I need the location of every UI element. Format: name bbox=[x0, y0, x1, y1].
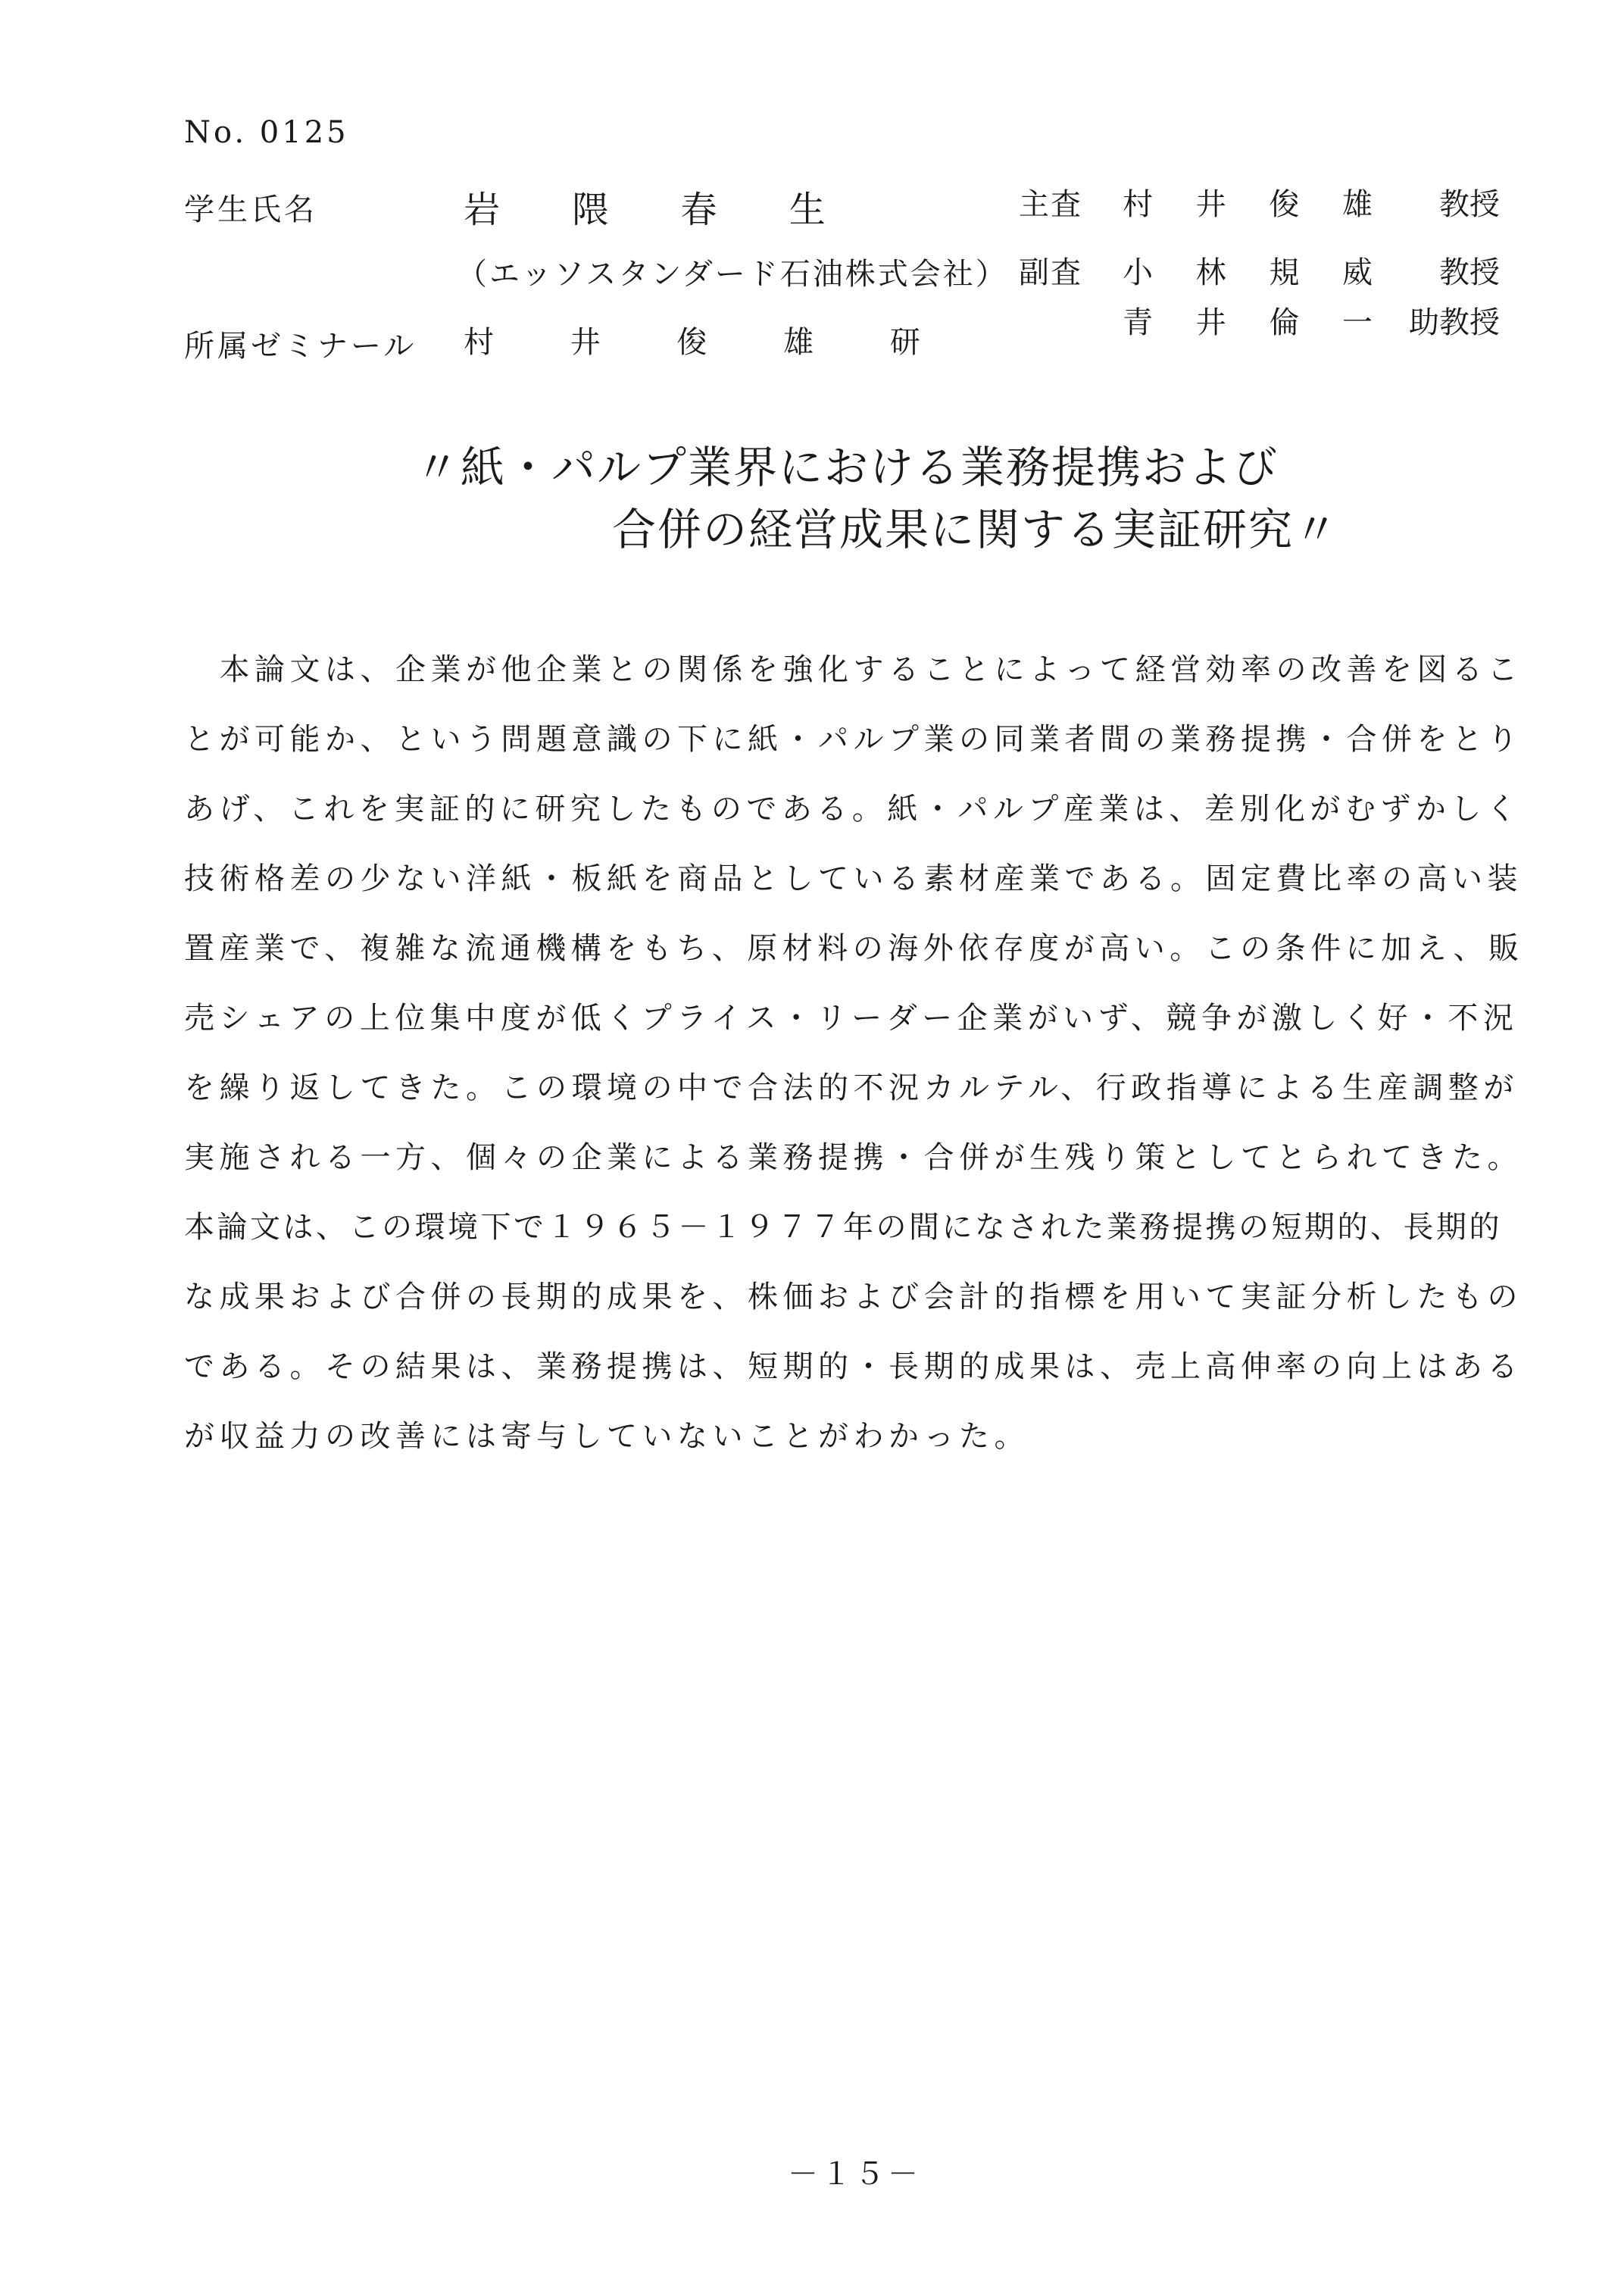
chief-examiner-role: 主査 bbox=[1019, 187, 1082, 222]
thesis-title-line-2: 合併の経営成果に関する実証研究〃 bbox=[612, 504, 1340, 555]
page-number: －１５－ bbox=[788, 2157, 921, 2192]
document-number: No. 0125 bbox=[184, 115, 349, 150]
name-char: 村 bbox=[1123, 187, 1153, 222]
abstract-line: あげ、これを実証的に研究したものである。紙・パルプ産業は、差別化がむずかしく bbox=[184, 792, 1522, 827]
name-char: 一 bbox=[1341, 305, 1373, 340]
abstract-line: 置産業で、複雑な流通機構をもち、原材料の海外依存度が高い。この条件に加え、販 bbox=[184, 931, 1524, 966]
seminar-value: 村 井 俊 雄 研 bbox=[464, 325, 954, 360]
student-affiliation: （エッソスタンダード石油株式会社） bbox=[457, 257, 1008, 292]
name-char: 林 bbox=[1195, 255, 1226, 290]
sub-examiner-role: 副査 bbox=[1019, 255, 1082, 290]
abstract-line: 実施される一方、個々の企業による業務提携・合併が生残り策としてとられてきた。 bbox=[184, 1140, 1522, 1175]
student-name: 岩 隈 春 生 bbox=[464, 189, 856, 231]
abstract-line: 売シェアの上位集中度が低くプライス・リーダー企業がいず、競争が激しく好・不況 bbox=[184, 1001, 1519, 1036]
sub-examiner-name-2 bbox=[1123, 298, 1373, 342]
name-char: 威 bbox=[1341, 255, 1373, 290]
abstract-line: である。その結果は、業務提携は、短期的・長期的成果は、売上高伸率の向上はある bbox=[184, 1349, 1522, 1384]
name-char: 井 bbox=[1195, 187, 1226, 222]
abstract-line: が収益力の改善には寄与していないことがわかった。 bbox=[184, 1419, 1029, 1454]
seminar-label: 所属ゼミナール bbox=[184, 329, 417, 364]
abstract-line: 本論文は、企業が他企業との関係を強化することによって経営効率の改善を図るこ bbox=[184, 652, 1522, 687]
student-name-label: 学生氏名 bbox=[184, 192, 317, 227]
abstract-line: 本論文は、この環境下で１９６５－１９７７年の間になされた業務提携の短期的、長期的 bbox=[184, 1210, 1502, 1245]
chief-examiner-title: 教授 bbox=[1439, 187, 1500, 222]
chief-examiner-name bbox=[1123, 180, 1373, 223]
sub-examiner-name-1 bbox=[1123, 248, 1373, 292]
abstract-line: 技術格差の少ない洋紙・板紙を商品としている素材産業である。固定費比率の高い装 bbox=[184, 861, 1522, 896]
abstract-line: とが可能か、という問題意識の下に紙・パルプ業の同業者間の業務提携・合併をとり bbox=[184, 722, 1522, 757]
abstract-line: な成果および合併の長期的成果を、株価および会計的指標を用いて実証分析したもの bbox=[184, 1280, 1522, 1314]
name-char: 青 bbox=[1123, 305, 1153, 340]
name-char: 井 bbox=[1195, 305, 1226, 340]
abstract bbox=[184, 635, 1524, 1471]
name-char: 規 bbox=[1269, 255, 1300, 290]
thesis-title-line-1: 〃紙・パルプ業界における業務提携および bbox=[415, 442, 1279, 493]
sub-examiner-title-1: 教授 bbox=[1439, 255, 1500, 290]
name-char: 俊 bbox=[1269, 187, 1300, 222]
name-char: 小 bbox=[1123, 255, 1153, 290]
name-char: 倫 bbox=[1269, 305, 1300, 340]
abstract-line: を繰り返してきた。この環境の中で合法的不況カルテル、行政指導による生産調整が bbox=[184, 1070, 1519, 1105]
sub-examiner-title-2: 助教授 bbox=[1409, 305, 1500, 340]
name-char: 雄 bbox=[1341, 187, 1373, 222]
